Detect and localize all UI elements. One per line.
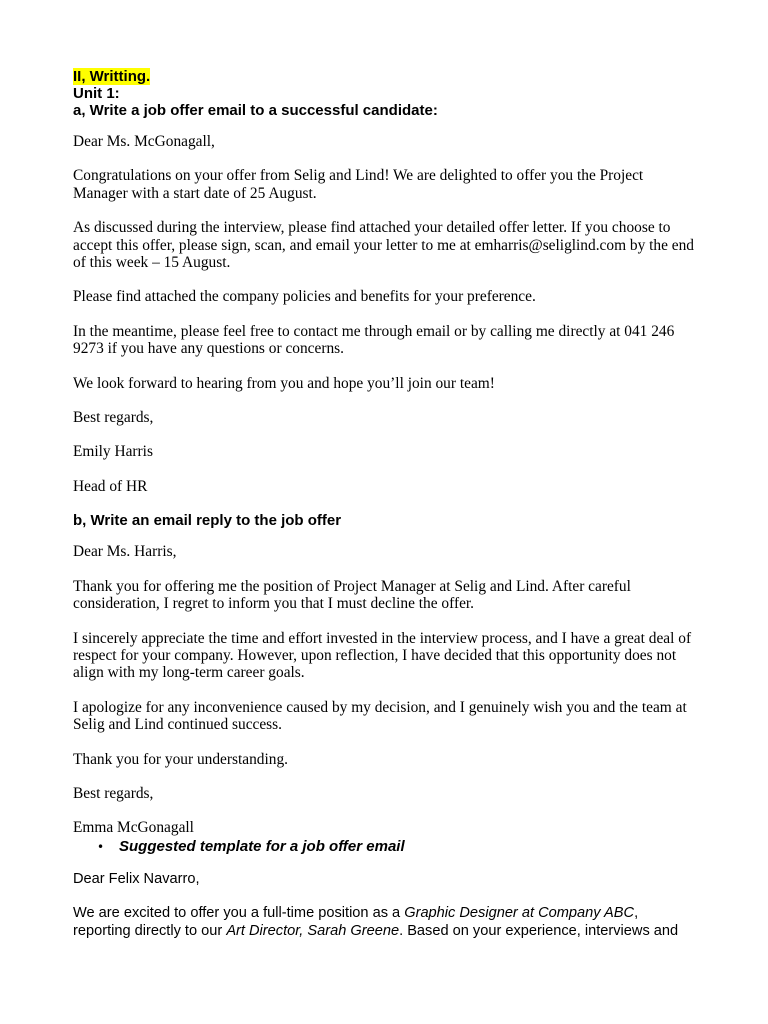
- highlighted-section-heading: II, Writting.: [73, 68, 151, 85]
- letter-b-greeting: Dear Ms. Harris,: [73, 543, 177, 561]
- part-b-heading: b, Write an email reply to the job offer: [73, 512, 342, 530]
- part-a-heading: a, Write a job offer email to a successful candidate:: [73, 102, 438, 119]
- template-p1-text-3: . Based on your experience, interviews and: [399, 922, 679, 939]
- template-bullet-item: [73, 837, 698, 857]
- template-greeting: Dear Felix Navarro,: [73, 870, 200, 887]
- letter-b-paragraph-1: Thank you for offering me the position of Project Manager at Selig and Lind. After careful consideration, I regret to inform you that I must decline the offer.: [73, 577, 631, 613]
- letter-b-closing: Best regards,: [73, 784, 154, 802]
- template-p1-role: Graphic Designer at Company ABC: [404, 905, 635, 922]
- letter-a-greeting: Dear Ms. McGonagall,: [73, 133, 215, 150]
- section-heading: [73, 68, 698, 85]
- letter-a-paragraph-1: Congratulations on your offer from Selig and Lind! We are delighted to offer you the Project Manager with a start date of 25 August.: [73, 167, 644, 202]
- template-heading: Suggested template for a job offer email: [119, 837, 405, 855]
- letter-b-paragraph-3: I apologize for any inconvenience caused by my decision, and I genuinely wish you and the team at Selig and Lind continued success.: [73, 698, 687, 734]
- letter-a-paragraph-5: We look forward to hearing from you and hope you’ll join our team!: [73, 374, 495, 392]
- template-p1-manager: Art Director, Sarah Greene: [226, 922, 400, 939]
- template-paragraph-1: [73, 905, 698, 940]
- letter-a-signature-title: Head of HR: [73, 477, 148, 495]
- letter-b-paragraph-2: I sincerely appreciate the time and effort invested in the interview process, and I have a great deal of respect for your company. However, upon reflection, I have decided that this opportunity does not align with my long-term career goals.: [73, 629, 692, 682]
- unit-heading: Unit 1:: [73, 85, 120, 102]
- letter-a-paragraph-3: Please find attached the company policies and benefits for your preference.: [73, 288, 536, 306]
- document-body: [73, 68, 698, 940]
- letter-a-closing: Best regards,: [73, 409, 154, 427]
- bullet-icon: •: [97, 839, 105, 854]
- letter-a-signature-name: Emily Harris: [73, 443, 153, 461]
- letter-b-signature-name: Emma McGonagall: [73, 819, 194, 837]
- letter-b-paragraph-4: Thank you for your understanding.: [73, 750, 288, 768]
- letter-a-paragraph-4: In the meantime, please feel free to contact me through email or by calling me directly at 041 246 9273 if you have any questions or concerns.: [73, 322, 675, 358]
- template-p1-text-1: We are excited to offer you a full-time position as a: [73, 905, 405, 922]
- letter-a-paragraph-2: As discussed during the interview, please find attached your detailed offer letter. If you choose to accept this offer, please sign, scan, and email your letter to me at emharris@seliglind.com by the end of this week – 15 August.: [73, 219, 695, 272]
- template-p1-text-2: , reporting directly to our: [73, 905, 639, 939]
